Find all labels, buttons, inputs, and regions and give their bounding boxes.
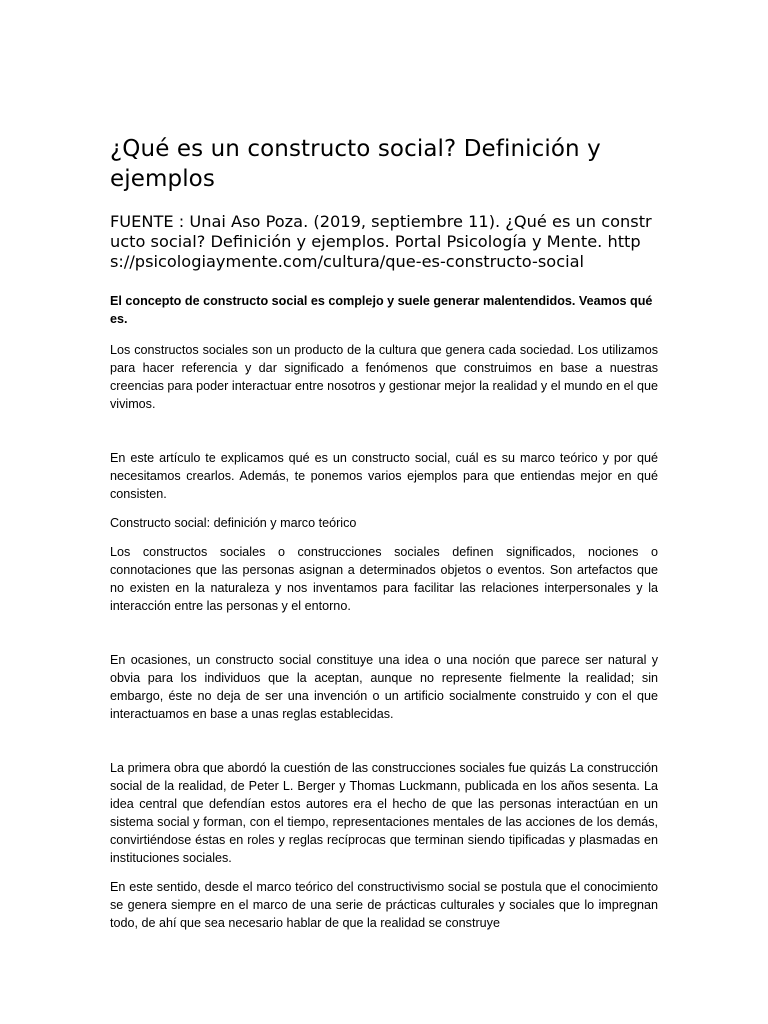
document-body xyxy=(110,292,658,932)
paragraph-1: Los constructos sociales son un producto de la cultura que genera cada sociedad. Los utilizamos para hacer referencia y dar significado a fenómenos que construimos en base a nuestras creencias para poder interactuar entre nosotros y gestionar mejor la realidad y el mundo en el que vivimos. xyxy=(110,343,658,411)
paragraph-2: En este artículo te explicamos qué es un constructo social, cuál es su marco teórico y por qué necesitamos crearlos. Además, te ponemos varios ejemplos para que entiendas mejor en qué consisten. xyxy=(110,451,658,501)
section-heading: Constructo social: definición y marco teórico xyxy=(110,516,357,530)
source-citation: FUENTE : Unai Aso Poza. (2019, septiembre 11). ¿Qué es un constructo social? Definición y ejemplos. Portal Psicología y Mente. https://psicologiaymente.com/cultura/que-es-constructo-social xyxy=(110,212,652,271)
paragraph-6: En este sentido, desde el marco teórico del constructivismo social se postula que el conocimiento se genera siempre en el marco de una serie de prácticas culturales y sociales que lo impregnan todo, de ahí que sea necesario hablar de que la realidad se construye xyxy=(110,880,658,930)
paragraph-4: En ocasiones, un constructo social constituye una idea o una noción que parece ser natural y obvia para los individuos que la aceptan, aunque no represente fielmente la realidad; sin embargo, éste no deja de ser una invención o un artificio socialmente construido y con el que interactuamos en base a unas reglas establecidas. xyxy=(110,653,658,721)
lead-paragraph: El concepto de constructo social es complejo y suele generar malentendidos. Veamos qué es. xyxy=(110,294,653,326)
paragraph-3: Los constructos sociales o construcciones sociales definen significados, nociones o connotaciones que las personas asignan a determinados objetos o eventos. Son artefactos que no existen en la naturaleza y nos inventamos para facilitar las relaciones interpersonales y la interacción entre las personas y el entorno. xyxy=(110,545,658,613)
paragraph-spacer xyxy=(110,626,658,651)
paragraph-spacer xyxy=(110,734,658,759)
paragraph-5: La primera obra que abordó la cuestión de las construcciones sociales fue quizás La construcción social de la realidad, de Peter L. Berger y Thomas Luckmann, publicada en los años sesenta. La idea central que defendían estos autores era el hecho de que las personas interactúan en un sistema social y forman, con el tiempo, representaciones mentales de las acciones de los demás, convirtiéndose éstas en roles y reglas recíprocas que terminan siendo tipificadas y plasmadas en instituciones sociales. xyxy=(110,761,658,865)
document-title: ¿Qué es un constructo social? Definición y ejemplos xyxy=(110,136,601,192)
paragraph-spacer xyxy=(110,424,658,449)
document-page xyxy=(110,134,658,932)
